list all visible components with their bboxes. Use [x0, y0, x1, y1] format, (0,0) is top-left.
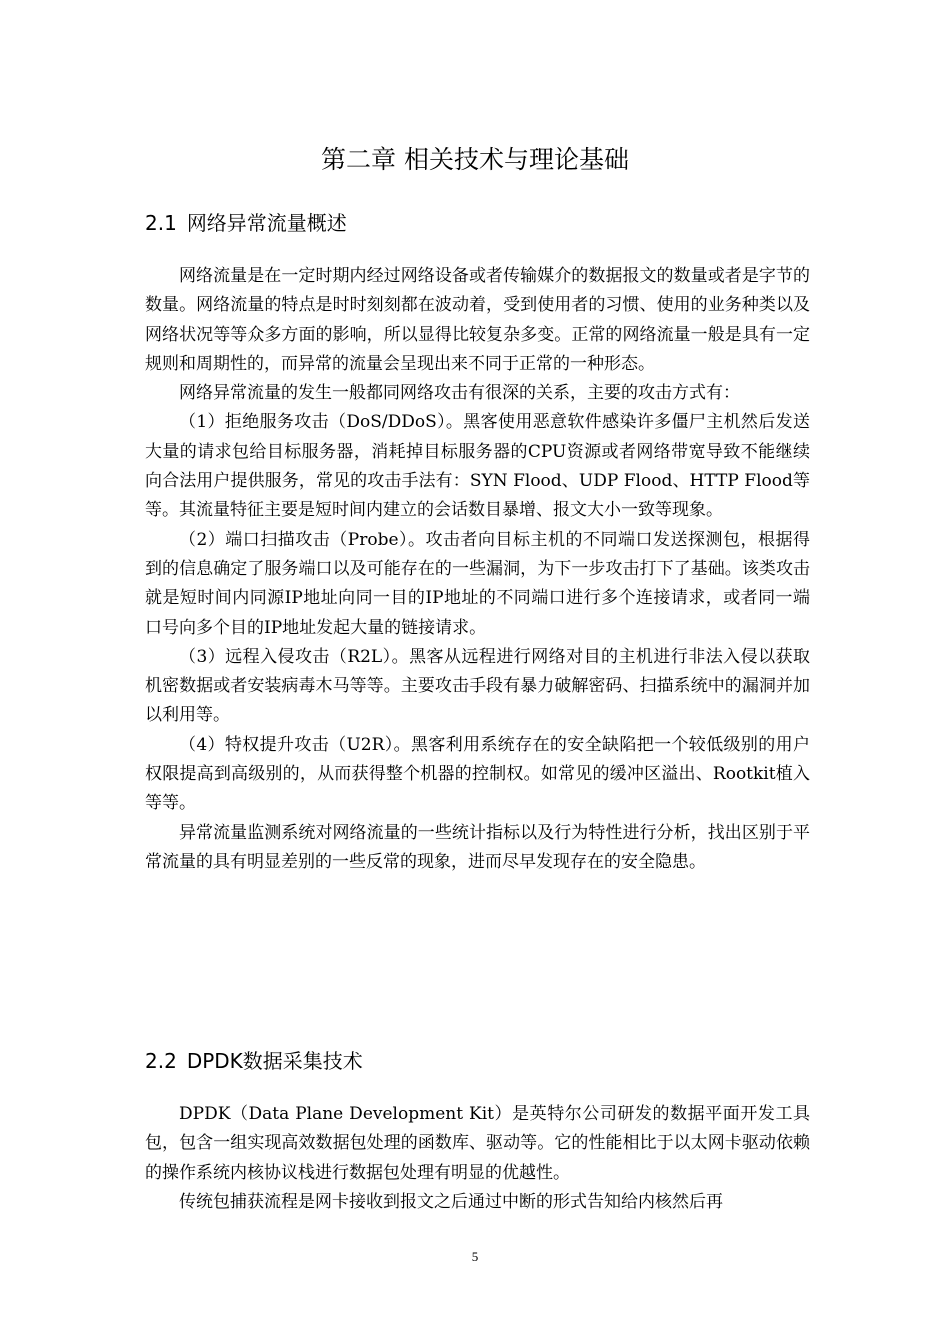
section-heading-2-2	[145, 1046, 363, 1076]
section-title: DPDK数据采集技术	[186, 1049, 363, 1073]
paragraph: （3）远程入侵攻击（R2L）。黑客从远程进行网络对目的主机进行非法入侵以获取机密数据或者安装病毒木马等等。主要攻击手段有暴力破解密码、扫描系统中的漏洞并加以利用等。	[145, 646, 810, 726]
section-2-2-body	[145, 1100, 810, 1217]
paragraph: 传统包捕获流程是网卡接收到报文之后通过中断的形式告知给内核然后再	[179, 1191, 723, 1212]
section-heading-2-1	[145, 208, 347, 238]
page-number: 5	[471, 1249, 479, 1264]
paragraph: DPDK（Data Plane Development Kit）是英特尔公司研发的数据平面开发工具包，包含一组实现高效数据包处理的函数库、驱动等。它的性能相比于以太网卡驱动依赖的操作系统内核协议栈进行数据包处理有明显的优越性。	[145, 1104, 810, 1183]
paragraph: 网络流量是在一定时期内经过网络设备或者传输媒介的数据报文的数量或者是字节的数量。网络流量的特点是时时刻刻都在波动着，受到使用者的习惯、使用的业务种类以及网络状况等等众多方面的影响，所以显得比较复杂多变。正常的网络流量一般是具有一定规则和周期性的，而异常的流量会呈现出来不同于正常的一种形态。	[145, 266, 810, 374]
paragraph: 网络异常流量的发生一般都同网络攻击有很深的关系，主要的攻击方式有：	[179, 383, 740, 404]
section-number: 2.1	[145, 211, 177, 235]
section-title: 网络异常流量概述	[186, 211, 347, 235]
paragraph: （1）拒绝服务攻击（DoS/DDoS）。黑客使用恶意软件感染许多僵尸主机然后发送大量的请求包给目标服务器，消耗掉目标服务器的CPU资源或者网络带宽导致不能继续向合法用户提供服务，常见的攻击手法有：SYN Flood、UDP Flood、HTTP Flood等等。其流量特征主要是短时间内建立的会话数目暴增、报文大小一致等现象。	[145, 412, 810, 521]
paragraph: （2）端口扫描攻击（Probe）。攻击者向目标主机的不同端口发送探测包，根据得到的信息确定了服务端口以及可能存在的一些漏洞，为下一步攻击打下了基础。该类攻击就是短时间内同源IP地址向同一目的IP地址的不同端口进行多个连接请求，或者同一端口号向多个目的IP地址发起大量的链接请求。	[145, 529, 810, 638]
paragraph: 异常流量监测系统对网络流量的一些统计指标以及行为特性进行分析，找出区别于平常流量的具有明显差别的一些反常的现象，进而尽早发现存在的安全隐患。	[145, 822, 810, 872]
section-2-1-body	[145, 262, 810, 877]
chapter-title: 第二章 相关技术与理论基础	[321, 145, 629, 174]
section-number: 2.2	[145, 1049, 177, 1073]
paragraph: （4）特权提升攻击（U2R）。黑客利用系统存在的安全缺陷把一个较低级别的用户权限提高到高级别的，从而获得整个机器的控制权。如常见的缓冲区溢出、Rootkit植入等等。	[145, 734, 810, 814]
